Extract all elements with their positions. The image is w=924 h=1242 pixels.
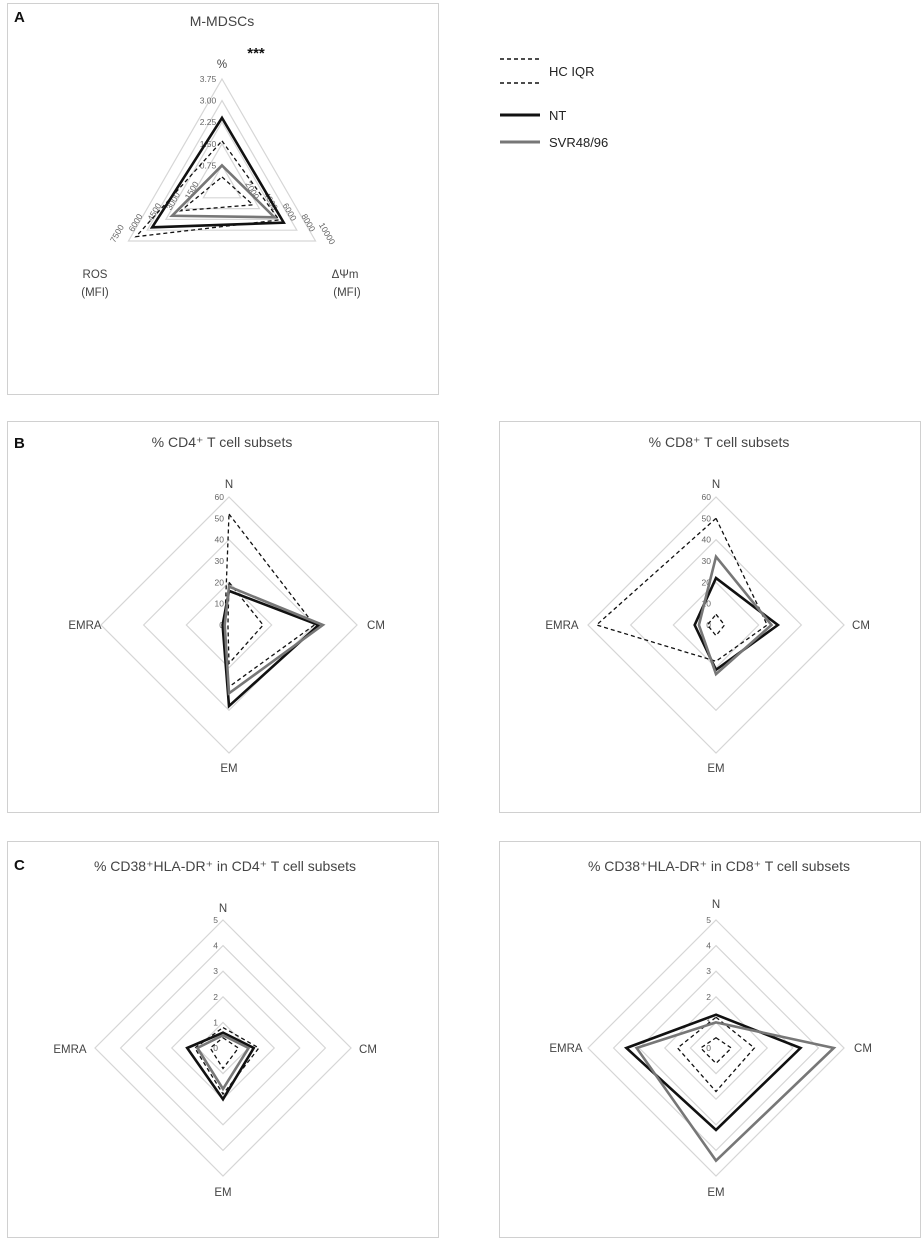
axis-unit-ros: (MFI) <box>81 287 109 299</box>
axis-label-n: N <box>711 479 721 491</box>
axis-label-emra: EMRA <box>68 620 102 632</box>
tick-label: 6000 <box>126 212 145 234</box>
tick-label: 0.75 <box>199 160 217 171</box>
tick-label: 40 <box>701 534 711 545</box>
tick-label: 60 <box>701 492 711 502</box>
axis-label-dpsim: ΔΨm <box>331 269 359 281</box>
legend-svr-label: SVR48/96 <box>549 135 609 150</box>
tick-label: 10 <box>701 598 711 609</box>
tick-label: 4 <box>706 940 711 951</box>
tick-label: 0 <box>706 1043 711 1053</box>
tick-label: 50 <box>701 513 711 524</box>
tick-label: 3.00 <box>199 95 217 106</box>
axis-label-em: EM <box>707 1187 725 1199</box>
tick-label: 3000 <box>163 190 183 212</box>
tick-label: 1500 <box>182 179 201 201</box>
tick-label: 0 <box>213 1043 218 1053</box>
tick-label: 2000 <box>243 179 262 201</box>
tick-label: 10000 <box>316 220 338 247</box>
chart-title: % CD38⁺HLA-DR⁺ in CD4⁺ T cell subsets <box>93 858 357 874</box>
axis-label-ros: ROS <box>82 269 108 281</box>
chart-title: % CD4⁺ T cell subsets <box>151 434 293 450</box>
panel-c-right-frame <box>500 842 921 1238</box>
axis-label-percent: % <box>216 59 228 71</box>
axis-label-emra: EMRA <box>53 1044 87 1056</box>
tick-label: 3 <box>213 966 218 977</box>
tick-label: 40 <box>214 534 224 545</box>
axis-label-n: N <box>224 479 234 491</box>
tick-label: 2 <box>706 991 711 1002</box>
axis-label-n: N <box>218 903 228 915</box>
chart-title: M-MDSCs <box>189 13 255 29</box>
panel-b-right-frame <box>500 422 921 813</box>
legend-hc-label: HC IQR <box>549 64 595 79</box>
significance-marker: *** <box>247 45 265 62</box>
tick-label: 30 <box>214 556 224 566</box>
tick-label: 0 <box>706 620 711 630</box>
legend <box>500 59 608 150</box>
axis-label-emra: EMRA <box>545 620 579 632</box>
tick-label: 8000 <box>299 212 318 234</box>
tick-label: 3 <box>706 966 711 977</box>
panel-letter-a: A <box>14 9 25 26</box>
axis-label-cm: CM <box>367 620 385 632</box>
axis-label-em: EM <box>214 1187 232 1199</box>
tick-label: 60 <box>214 492 224 502</box>
axis-label-em: EM <box>707 763 725 775</box>
tick-label: 3.75 <box>199 74 217 84</box>
axis-label-n: N <box>711 899 721 911</box>
panel-c-left-frame <box>8 842 439 1238</box>
axis-unit-dpsim: (MFI) <box>333 287 361 299</box>
tick-label: 5 <box>706 915 711 925</box>
tick-label: 1 <box>213 1017 218 1028</box>
tick-label: 20 <box>701 577 711 588</box>
chart-title: % CD8⁺ T cell subsets <box>648 434 790 450</box>
tick-label: 4 <box>213 940 218 951</box>
tick-label: 1 <box>706 1017 711 1028</box>
tick-label: 4000 <box>261 190 281 212</box>
tick-label: 30 <box>701 556 711 566</box>
tick-label: 2.25 <box>199 117 217 128</box>
tick-label: 0 <box>219 620 224 630</box>
chart-title: % CD38⁺HLA-DR⁺ in CD8⁺ T cell subsets <box>587 858 851 874</box>
legend-nt-label: NT <box>549 108 567 123</box>
axis-label-cm: CM <box>854 1043 872 1055</box>
panel-letter-b: B <box>14 435 25 452</box>
panel-letter-c: C <box>14 857 25 874</box>
tick-label: 6000 <box>280 201 299 223</box>
tick-label: 2 <box>213 991 218 1002</box>
tick-label: 1.50 <box>199 138 217 149</box>
axis-label-em: EM <box>220 763 238 775</box>
tick-label: 7500 <box>107 222 126 245</box>
tick-label: 50 <box>214 513 224 524</box>
tick-label: 10 <box>214 598 224 609</box>
tick-label: 4500 <box>145 201 164 223</box>
tick-label: 5 <box>213 915 218 925</box>
axis-label-cm: CM <box>359 1044 377 1056</box>
axis-label-emra: EMRA <box>549 1043 583 1055</box>
axis-label-cm: CM <box>852 620 870 632</box>
tick-label: 20 <box>214 577 224 588</box>
